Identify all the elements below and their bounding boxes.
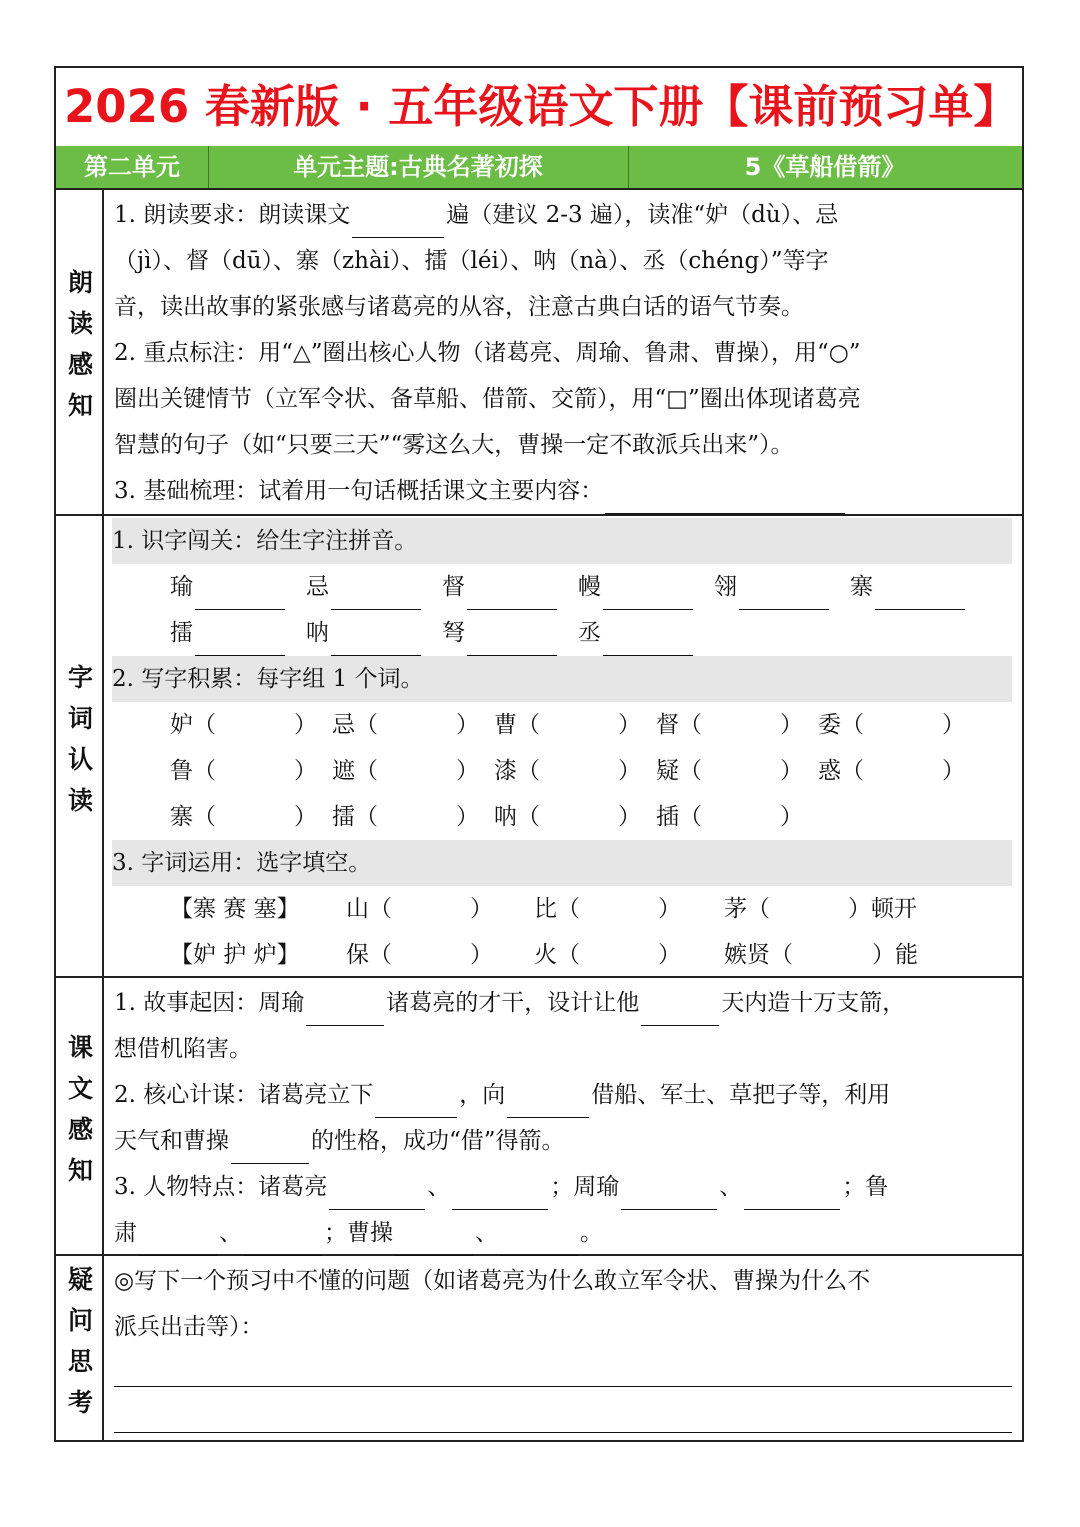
- reading-line-2: （jì）、督（dū）、寨（zhài）、擂（léi）、呐（nà）、丞（chéng）”等字: [114, 248, 829, 274]
- section-reading: [56, 188, 1022, 516]
- section-label: 疑问思考: [56, 1256, 104, 1440]
- fill-row-2: 【妒 护 炉】 保（ ） 火（ ） 嫉贤（ ）能: [170, 942, 918, 968]
- pinyin-row-2: 擂 呐 弩 丞: [114, 610, 1012, 656]
- blank[interactable]: [352, 207, 444, 238]
- answer-line[interactable]: [114, 1386, 1012, 1387]
- section-comprehension: [56, 978, 1022, 1256]
- word-row-3: 寨（ ） 擂（ ） 呐（ ） 插（ ）: [170, 804, 803, 830]
- reading-line-4: 2. 重点标注：用“△”圈出核心人物（诸葛亮、周瑜、鲁肃、曹操），用“○”: [114, 340, 861, 366]
- section-questions: [56, 1256, 1022, 1440]
- summary-blank[interactable]: [605, 483, 845, 514]
- section-label: 朗读感知: [56, 188, 104, 514]
- word-row-1: 妒（ ） 忌（ ） 曹（ ） 督（ ） 委（ ）: [170, 712, 965, 738]
- reading-line-3: 音，读出故事的紧张感与诸葛亮的从容，注意古典白话的语气节奏。: [114, 294, 804, 320]
- comprehension-line-2: 想借机陷害。: [114, 1036, 252, 1062]
- section-label: 课文感知: [56, 978, 104, 1254]
- reading-line-6: 智慧的句子（如“只要三天”“雾这么大，曹操一定不敢派兵出来”）。: [114, 432, 794, 458]
- question-line-1: ◎写下一个预习中不懂的问题（如诸葛亮为什么敢立军令状、曹操为什么不: [114, 1268, 871, 1294]
- question-line-2: 派兵出击等）：: [114, 1314, 264, 1340]
- pinyin-row-1: 瑜 忌 督 幔 翎 寨: [114, 564, 1012, 610]
- comprehension-line-1: 1. 故事起因：周瑜 诸葛亮的才干，设计让他 天内造十万支箭，: [114, 980, 1012, 1026]
- vocab-heading-2: 2. 写字积累：每字组 1 个词。: [112, 656, 1012, 702]
- worksheet: [54, 66, 1024, 1442]
- reading-line-7: 3. 基础梳理：试着用一句话概括课文主要内容：: [114, 468, 1012, 514]
- section-label: 字词认读: [56, 516, 104, 976]
- comprehension-line-4: 天气和曹操 的性格，成功“借”得箭。: [114, 1118, 1012, 1164]
- section-vocabulary: [56, 516, 1022, 978]
- answer-line[interactable]: [114, 1432, 1012, 1433]
- lesson-title: 5《草船借箭》: [744, 153, 906, 181]
- vocab-heading-1: 1. 识字闯关：给生字注拼音。: [112, 518, 1012, 564]
- comprehension-line-6: 肃 、 ；曹操 、 。: [114, 1210, 1012, 1256]
- comprehension-line-3: 2. 核心计谋：诸葛亮立下 ，向 借船、军士、草把子等，利用: [114, 1072, 1012, 1118]
- vocab-heading-3: 3. 字词运用：选字填空。: [112, 840, 1012, 886]
- page-title: 2026 春新版 · 五年级语文下册【课前预习单】: [56, 68, 1022, 148]
- fill-row-1: 【寨 赛 塞】 山（ ） 比（ ） 茅（ ）顿开: [170, 896, 917, 922]
- word-row-2: 鲁（ ） 遮（ ） 漆（ ） 疑（ ） 惑（ ）: [170, 758, 965, 784]
- unit-label: 第二单元: [56, 146, 209, 188]
- reading-line-1: 1. 朗读要求：朗读课文 遍（建议 2-3 遍），读准“妒（dù）、忌: [114, 192, 1012, 238]
- comprehension-line-5: 3. 人物特点：诸葛亮 、 ；周瑜 、 ；鲁: [114, 1164, 1012, 1210]
- header-bar: [56, 146, 1022, 190]
- reading-line-5: 圈出关键情节（立军令状、备草船、借箭、交箭），用“□”圈出体现诸葛亮: [114, 386, 861, 412]
- unit-theme: 单元主题:古典名著初探: [208, 146, 629, 188]
